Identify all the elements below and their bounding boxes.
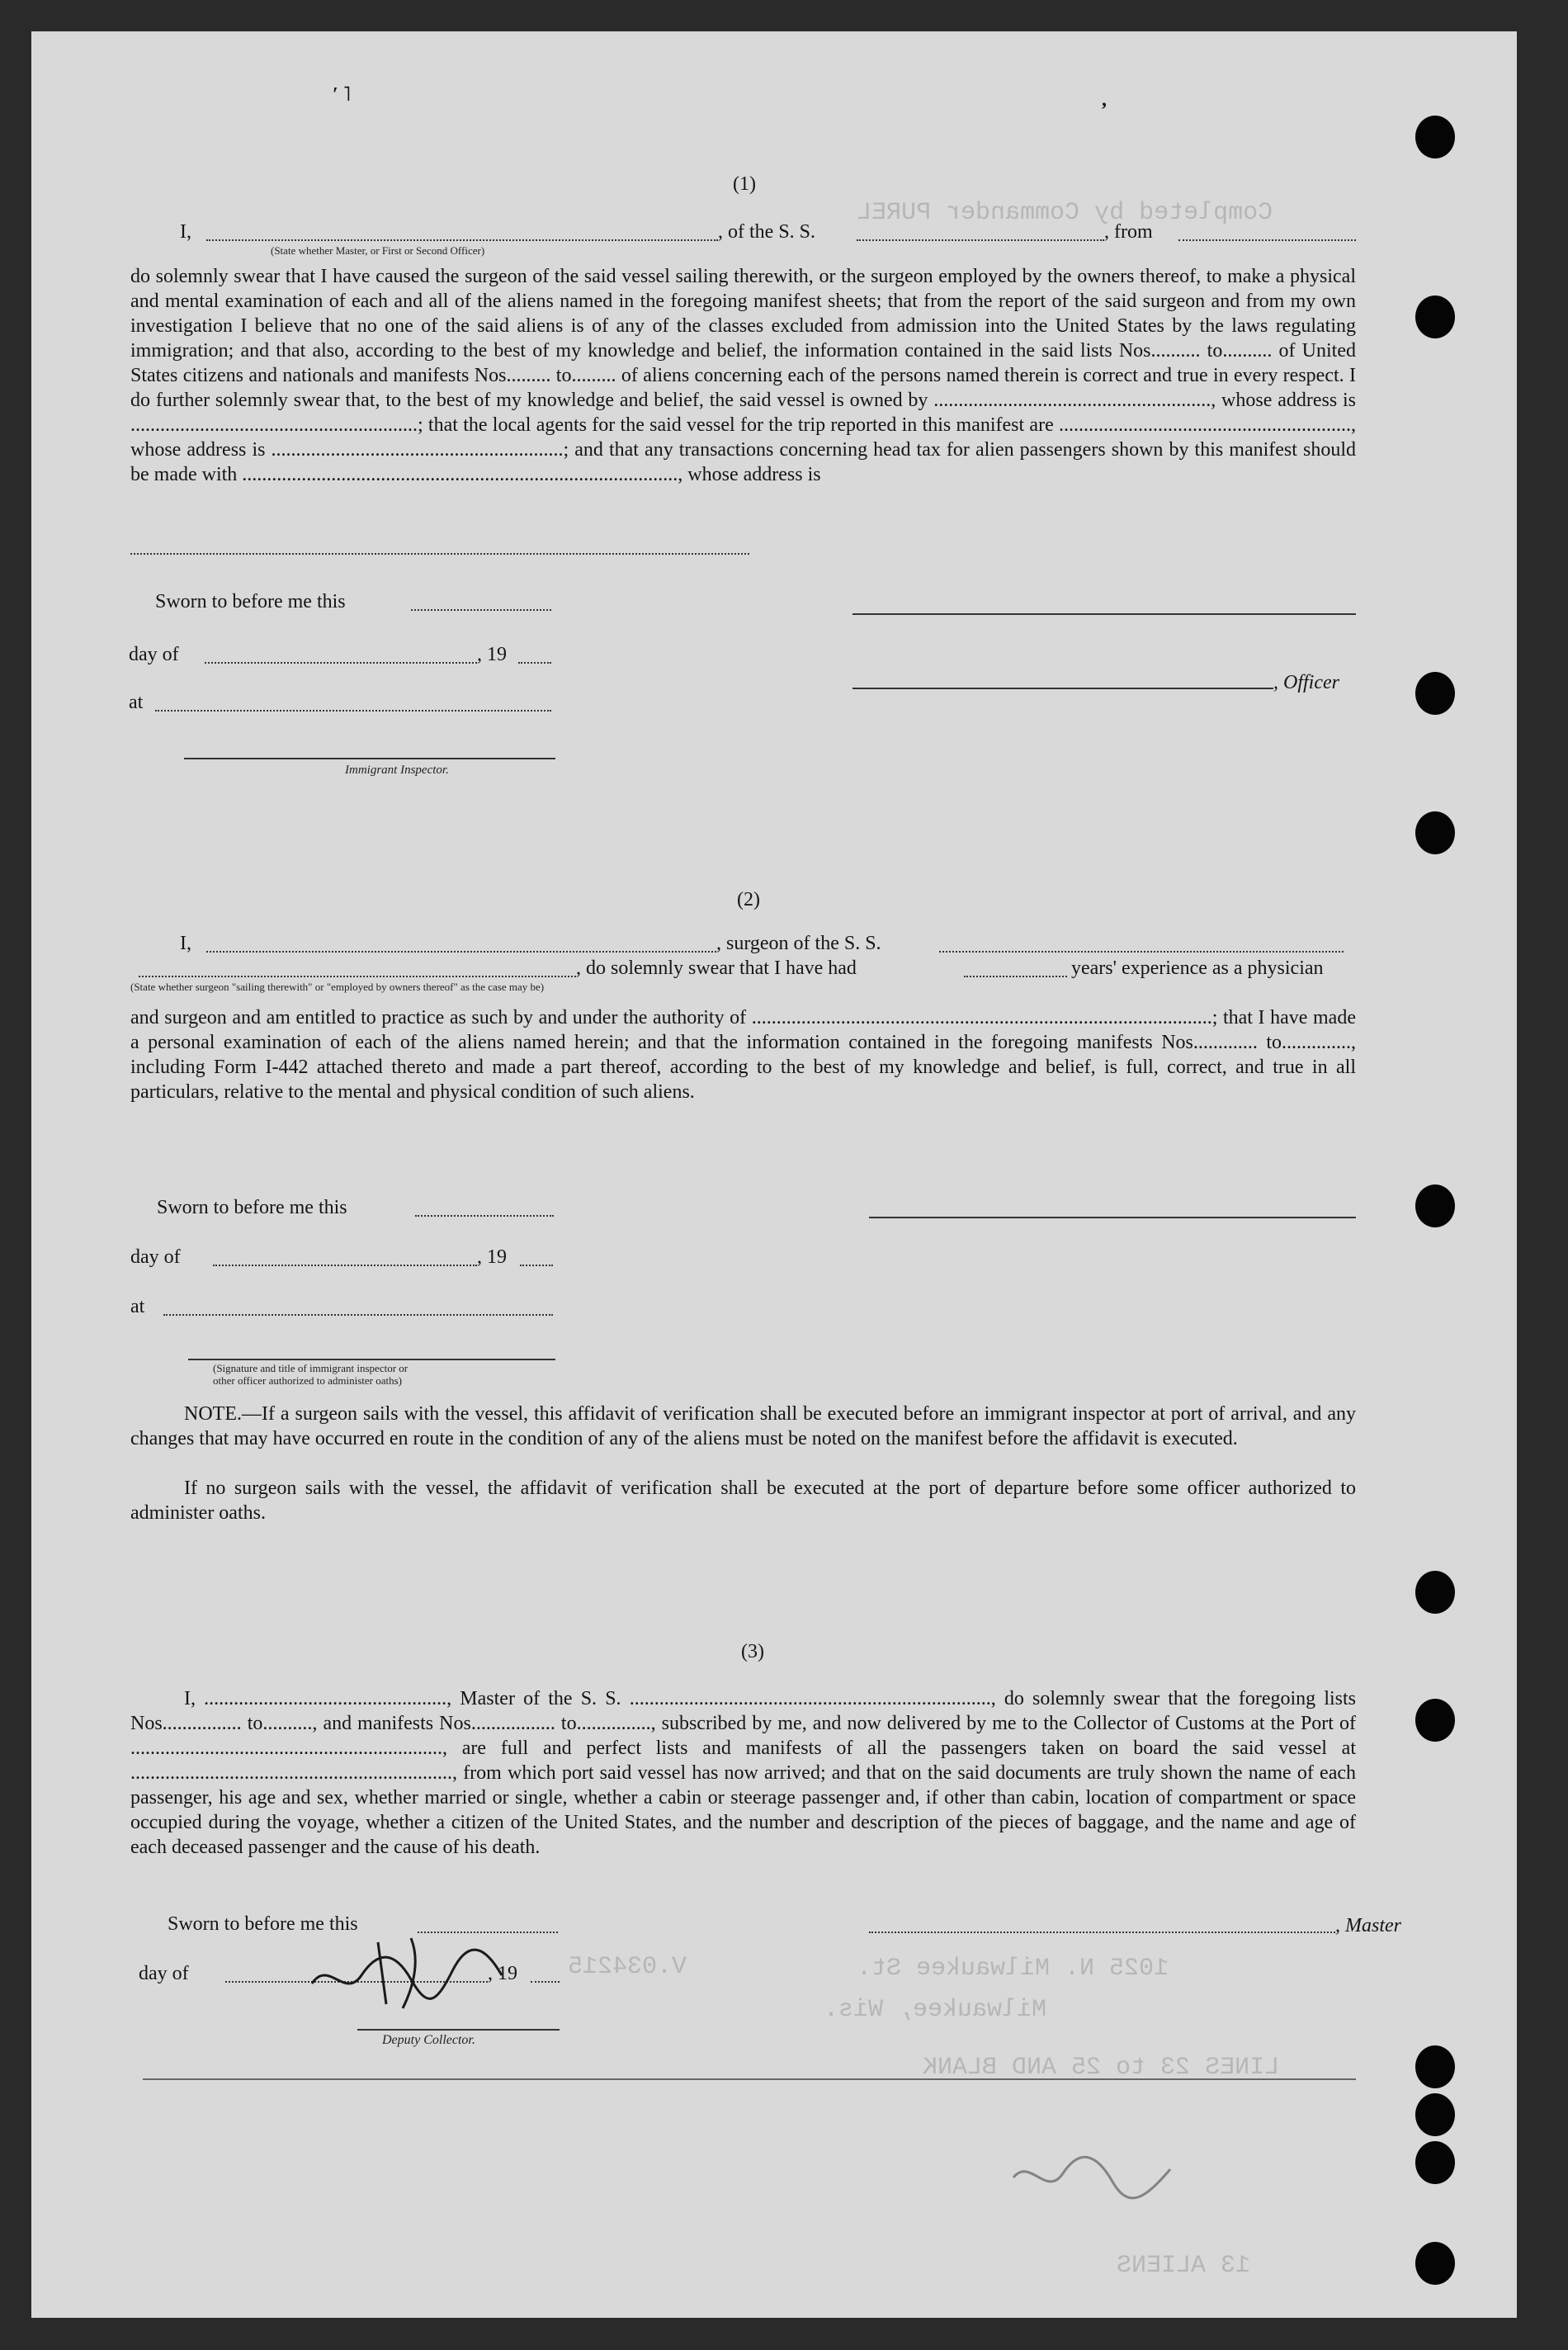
handwritten-signature: [295, 1926, 543, 2017]
section-2-oath-label: , do solemnly swear that I have had: [576, 957, 857, 979]
surgeon-note: NOTE.—If a surgeon sails with the vessel, this affidavit of verification shall be executed before an immigrant inspector at port of arrival, and any changes that may have occurred en route in the condition of any of the aliens must be noted on the manifest before the affidavit is executed.: [130, 1403, 1356, 1449]
section-1-from-label: , from: [1104, 221, 1153, 243]
bleed-through-text: Completed by Commander PUREL: [857, 199, 1273, 227]
signature-note-2: other officer authorized to administer oaths): [213, 1374, 402, 1387]
ship-name-blank: [857, 239, 1104, 241]
section-1-opening: I,: [180, 221, 191, 243]
sworn-date-blank: [411, 609, 551, 611]
agent-address-blank: [130, 553, 749, 555]
deputy-collector-label: Deputy Collector.: [382, 2033, 475, 2047]
section-1-oath-text: do solemnly swear that I have caused the surgeon of the said vessel sailing therewith, or the surgeon employed by the owners thereof, to make a physical and mental examination of each and all of the aliens named in the foregoing manifest sheets; that from the report of the said surgeon and from my own investigation I believe that no one of the said aliens is of any of the classes excluded from admission into the United States by the laws regulating immigration; and that also, according to the best of my knowledge and belief, the information contained in the said lists Nos.......... to.......... of United States citizens and nationals and manifests Nos......... to......... of aliens concerning each of the persons named therein is correct and true in every respect. I do further solemnly swear that, to the best of my knowledge and belief, the said vessel is owned by ........................................................, whose address is ..........................................................; that the local agents for the said vessel for the trip reported in this manifest are ..........................................................., whose address is ...........................................................; and that any transactions concerning head tax for alien passengers shown by this manifest should be made with ........................................................................................, whose address is: [130, 266, 1356, 485]
master-signature-line: [869, 1932, 1335, 1933]
bleed-through-text: 1025 N. Milwaukee St.: [857, 1955, 1169, 1983]
section-2-surgeon-label: , surgeon of the S. S.: [716, 933, 881, 954]
year-blank-2: [520, 1265, 553, 1266]
ink-mark: ′ ˥: [333, 84, 351, 106]
section-2-surgeon-note: (State whether surgeon "sailing therewith" or "employed by owners thereof" as the case may be): [130, 981, 545, 993]
section-2-day-label: day of: [130, 1246, 181, 1268]
officer-label: , Officer: [1273, 672, 1339, 693]
collector-signature-line: [357, 2029, 560, 2031]
punch-hole-8: [1415, 2045, 1455, 2088]
punch-hole-6: [1415, 1571, 1455, 1614]
section-1-at-label: at: [129, 692, 144, 713]
manifest-page: [31, 31, 1517, 2318]
year-blank: [518, 662, 551, 664]
punch-hole-9: [1415, 2093, 1455, 2136]
section-3-sworn-label: Sworn to before me this: [168, 1913, 358, 1935]
section-1-rank-note: (State whether Master, or First or Second Officer): [271, 244, 485, 257]
officer-signature-line-2: [188, 1359, 555, 1360]
bleed-through-text: 13 ALIENS: [1117, 2252, 1251, 2280]
section-2-years-label: years' experience as a physician: [1071, 957, 1324, 979]
punch-hole-11: [1415, 2242, 1455, 2285]
place-blank-2: [163, 1314, 553, 1316]
no-surgeon-note: If no surgeon sails with the vessel, the affidavit of verification shall be executed at the port of departure before some officer authorized to administer oaths.: [130, 1478, 1356, 1524]
officer-title-line: [852, 688, 1273, 689]
section-3-year-label: , 19: [488, 1963, 517, 1984]
handwritten-signature-bleed: [1005, 2140, 1187, 2206]
punch-hole-2: [1415, 296, 1455, 338]
punch-hole-1: [1415, 116, 1455, 158]
section-1-ship-label: , of the S. S.: [718, 221, 816, 243]
surgeon-ship-blank: [939, 951, 1344, 953]
master-label: , Master: [1335, 1915, 1401, 1936]
day-blank: [205, 662, 477, 664]
surgeon-signature-line: [869, 1217, 1356, 1218]
section-3-day-label: day of: [139, 1963, 189, 1984]
section-2-sworn-label: Sworn to before me this: [157, 1197, 347, 1218]
bleed-through-text: LINES 23 to 25 AND BLANK: [923, 2054, 1280, 2082]
place-blank: [155, 710, 551, 712]
surgeon-type-blank: [139, 976, 576, 977]
section-2-at-label: at: [130, 1296, 145, 1317]
surgeon-name-blank: [206, 951, 716, 953]
years-blank: [964, 976, 1067, 977]
section-2-opening: I,: [180, 933, 191, 954]
section-1-year-label: , 19: [477, 644, 507, 665]
section-2-number: (2): [737, 889, 760, 910]
section-3-oath-text: I, ................................................., Master of the S. S. ........................................................................., do solemnly swear that the foregoing lists Nos................ to.........., and manifests Nos................. to..............., subscribed by me, and now delivered by me to the Collector of Customs at the Port of ..............................................................., are full and perfect lists and manifests of all the passengers taken on board the said vessel at ................................................................., from which port said vessel has now arrived; and that on the said documents are truly shown the name of each passenger, his age and sex, whether married or single, whether a cabin or steerage passenger and, if other than cabin, location of compartment or space occupied during the voyage, whether a citizen of the United States, and the number and description of the pieces of baggage, and the name and age of each deceased passenger and the cause of his death.: [130, 1688, 1356, 1858]
master-name-blank: [206, 239, 718, 241]
section-1-day-label: day of: [129, 644, 179, 665]
punch-hole-5: [1415, 1184, 1455, 1227]
bleed-through-text: V.034215: [568, 1953, 687, 1981]
sworn-date-blank-2: [415, 1215, 554, 1217]
bleed-through-text: Milwaukee, Wis.: [824, 1996, 1047, 2024]
punch-hole-7: [1415, 1699, 1455, 1742]
ink-mark: ,: [1102, 89, 1107, 111]
punch-hole-3: [1415, 672, 1455, 715]
immigrant-inspector-label: Immigrant Inspector.: [345, 764, 449, 777]
from-port-blank: [1178, 239, 1356, 241]
inspector-signature-line: [184, 758, 555, 759]
section-3-number: (3): [741, 1641, 764, 1662]
bottom-rule: [143, 2078, 1356, 2080]
section-1-number: (1): [733, 173, 756, 195]
signature-note-1: (Signature and title of immigrant inspector or: [213, 1362, 409, 1374]
section-2-year-label: , 19: [477, 1246, 507, 1268]
punch-hole-4: [1415, 811, 1455, 854]
section-2-oath-text: and surgeon and am entitled to practice as such by and under the authority of .............................................................................................; that I have made a personal examination of each of the aliens named herein; and that the information contained in the foregoing manifests Nos............. to.............., including Form I-442 attached thereto and made a part thereof, according to the best of my knowledge and belief, is full, correct, and true in all particulars, relative to the mental and physical condition of such aliens.: [130, 1007, 1356, 1103]
day-blank-2: [213, 1265, 477, 1266]
section-1-sworn-label: Sworn to before me this: [155, 591, 346, 612]
officer-signature-line: [852, 613, 1356, 615]
punch-hole-10: [1415, 2141, 1455, 2184]
